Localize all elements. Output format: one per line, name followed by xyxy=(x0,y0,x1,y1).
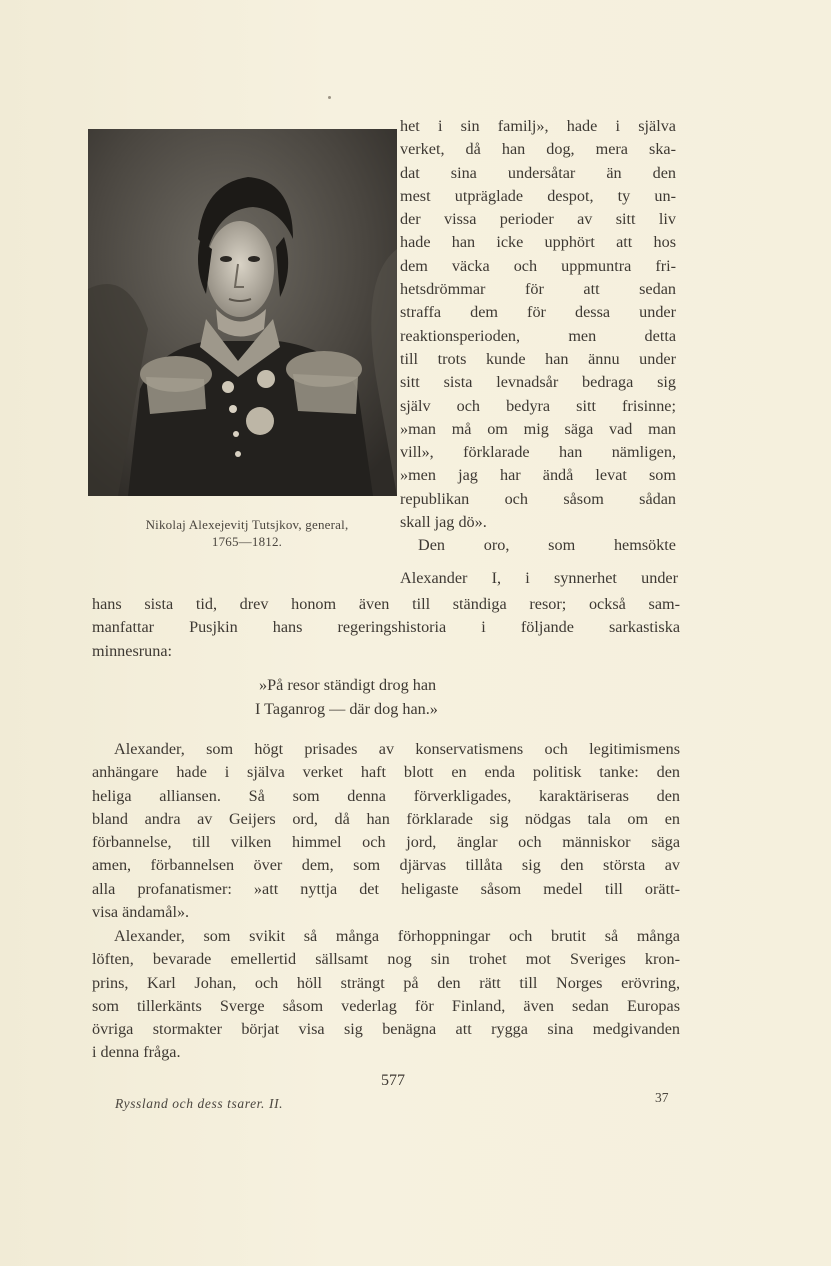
text-line: till trots kunde han ännu under xyxy=(400,349,676,368)
text-line: löften, bevarade emellertid sällsamt nog sin trohet mot Sveriges kron- xyxy=(92,950,680,969)
text-line: Alexander I, i synnerhet under xyxy=(400,569,678,587)
text-line: republikan och såsom sådan xyxy=(400,489,676,508)
text-line: förbannelse, till vilken himmel och jord, änglar och människor säga xyxy=(92,833,680,852)
ink-speck xyxy=(328,96,331,99)
portrait-engraving xyxy=(88,129,397,496)
text-line: »men jag har ändå levat som xyxy=(400,466,676,485)
portrait-illustration xyxy=(88,129,397,496)
text-line: anhängare hade i själva verket haft blott en enda politisk tanke: den xyxy=(92,763,680,782)
verse-line: »På resor ständigt drog han xyxy=(259,676,437,694)
text-line: sitt sista levnadsår bedraga sig xyxy=(400,373,676,392)
text-line: heliga alliansen. Så som denna förverkligades, karaktäriseras den xyxy=(92,786,680,805)
text-line: der vissa perioder av sitt liv xyxy=(400,210,676,229)
text-line: vill», förklarade han nämligen, xyxy=(400,443,676,462)
paragraph-continuation xyxy=(92,593,680,663)
text-line: prins, Karl Johan, och höll strängt på den rätt till Norges erövring, xyxy=(92,973,680,992)
page-number: 577 xyxy=(381,1072,405,1089)
text-line: bland andra av Geijers ord, då han förklarade sig nödgas tala om en xyxy=(92,809,680,828)
text-line: verket, då han dog, mera ska- xyxy=(400,140,676,159)
text-line: amen, förbannelsen över dem, som djärvas tillåta sig den största av xyxy=(92,856,680,875)
paragraph xyxy=(92,738,680,924)
text-line: dem väcka och uppmuntra fri- xyxy=(400,256,676,275)
caption-line-2: 1765—1812. xyxy=(211,534,283,549)
quoted-verse xyxy=(255,674,438,721)
text-line: hans sista tid, drev honom även till ständiga resor; också sam- xyxy=(92,595,680,613)
text-line: som tillerkänts Sverge såsom vederlag för Finland, även sedan Europas xyxy=(92,996,680,1015)
text-line: mest utpräglade despot, ty un- xyxy=(400,186,676,205)
caption-line-1: Nikolaj Alexejevitj Tutsjkov, general, xyxy=(145,517,349,532)
text-line: »man må om mig säga vad man xyxy=(400,419,676,438)
text-line: skall jag dö». xyxy=(400,513,487,532)
right-text-column xyxy=(400,115,676,558)
running-title: Ryssland och dess tsarer. II. xyxy=(115,1096,284,1111)
text-line: hade han icke upphört att hos xyxy=(400,233,676,252)
text-line: visa ändamål». xyxy=(92,903,190,922)
paragraph xyxy=(92,925,680,1065)
text-line: övriga stormakter börjat visa sig benägna att rygga sina medgivanden xyxy=(92,1020,680,1039)
text-line: dat sina undersåtar än den xyxy=(400,163,676,182)
text-line: Den oro, som hemsökte xyxy=(418,536,676,555)
text-line: i denna fråga. xyxy=(92,1043,181,1062)
text-line: alla profanatismer: »att nyttja det heligaste såsom medel till orätt- xyxy=(92,879,680,898)
text-line: minnesruna: xyxy=(92,641,173,660)
text-line: hetsdrömmar för att sedan xyxy=(400,280,676,299)
text-line: manfattar Pusjkin hans regeringshistoria i följande sarkastiska xyxy=(92,618,680,637)
text-line: Alexander, som högt prisades av konservatismens och legitimismens xyxy=(114,740,680,758)
text-line: själv och bedyra sitt frisinne; xyxy=(400,396,676,415)
text-line: straffa dem för dessa under xyxy=(400,303,676,322)
portrait-caption xyxy=(100,516,394,550)
verse-line: I Taganrog — där dog han.» xyxy=(255,699,438,718)
text-line: reaktionsperioden, men detta xyxy=(400,326,676,345)
signature-mark: 37 xyxy=(655,1090,669,1105)
text-line: het i sin familj», hade i själva xyxy=(400,117,676,135)
text-line: Alexander, som svikit så många förhoppningar och brutit så många xyxy=(114,927,680,945)
